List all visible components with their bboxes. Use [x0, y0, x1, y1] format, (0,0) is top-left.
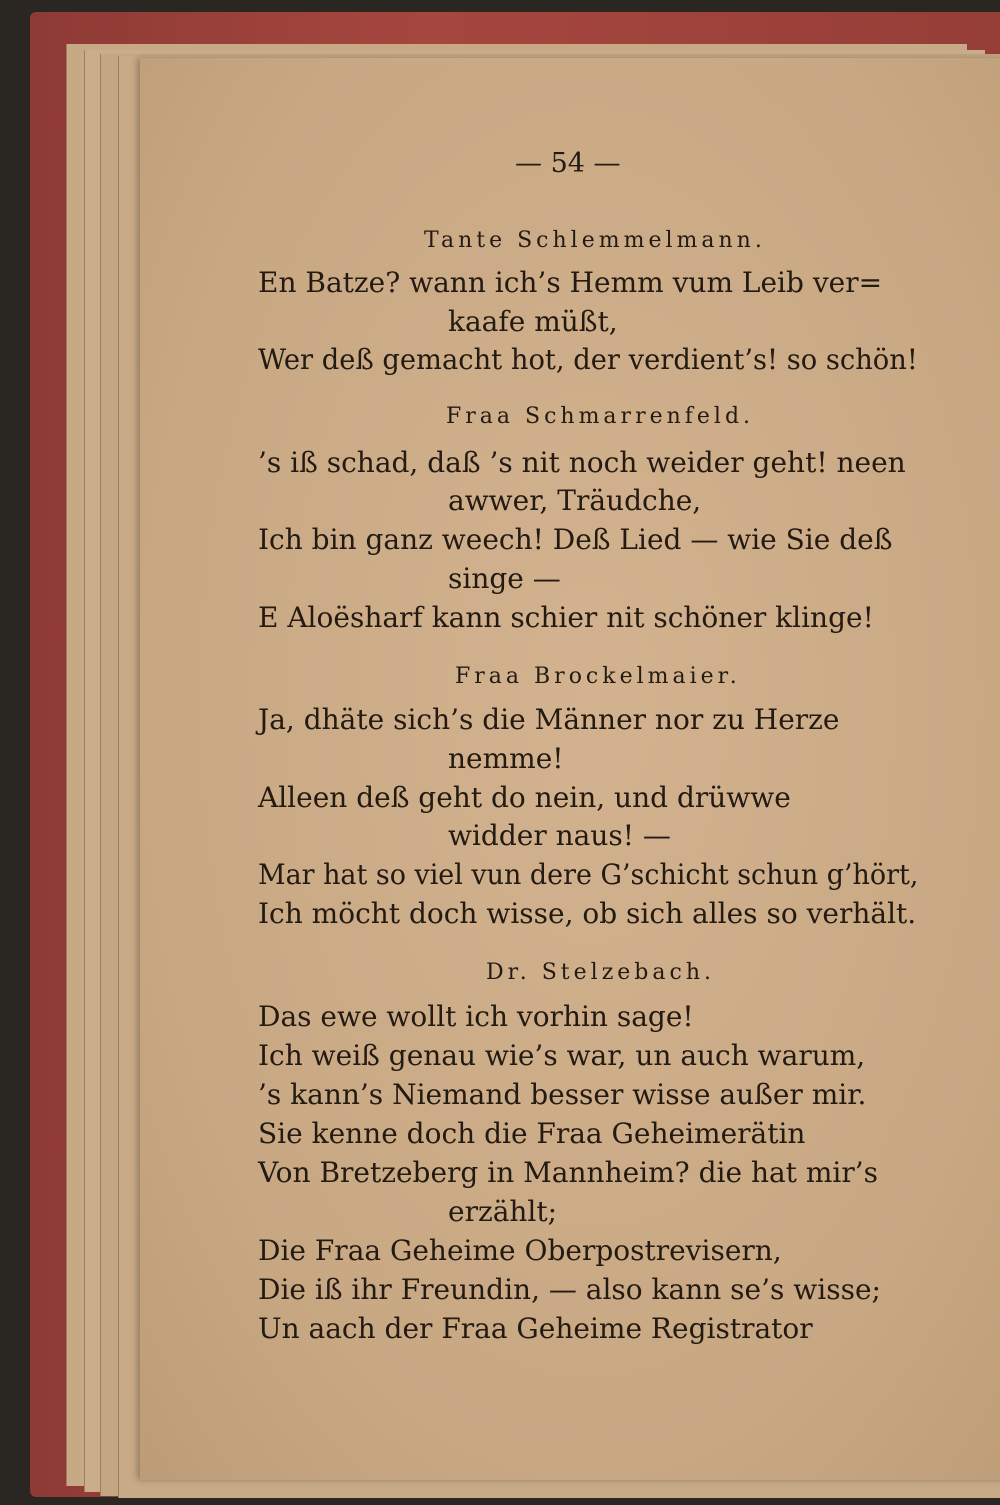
verse-line: Die Fraa Geheime Oberpostrevisern, [258, 1234, 782, 1267]
page-number: — 54 — [515, 148, 621, 179]
verse-line: Von Bretzeberg in Mannheim? die hat mir’s [258, 1156, 878, 1189]
verse-line: Sie kenne doch die Fraa Geheimerätin [258, 1117, 806, 1150]
verse-line: widder naus! — [448, 819, 671, 852]
verse-line: Alleen deß geht do nein, und drüwwe [258, 781, 791, 814]
verse-line: awwer, Träudche, [448, 484, 702, 517]
speaker-name: Tante Schlemmelmann. [424, 228, 766, 253]
verse-line: Ich bin ganz weech! Deß Lied — wie Sie deß [258, 523, 893, 556]
verse-line: E Aloësharf kann schier nit schöner klinge! [258, 601, 874, 634]
speaker-name: Fraa Brockelmaier. [455, 664, 741, 689]
verse-line: Das ewe wollt ich vorhin sage! [258, 1000, 694, 1033]
verse-line: Ich möcht doch wisse, ob sich alles so verhält. [258, 897, 917, 930]
verse-line: Mar hat so viel vun dere G’schicht schun g’hört, [258, 858, 919, 891]
verse-line: nemme! [448, 742, 564, 775]
verse-line: Un aach der Fraa Geheime Registrator [258, 1312, 813, 1345]
verse-line: Ja, dhäte sich’s die Männer nor zu Herze [258, 703, 840, 736]
verse-line: Ich weiß genau wie’s war, un auch warum, [258, 1039, 866, 1072]
verse-line: singe — [448, 562, 561, 595]
verse-line: Wer deß gemacht hot, der verdient’s! so schön! [258, 343, 918, 376]
verse-line: ’s iß schad, daß ’s nit noch weider geht! neen [258, 446, 906, 479]
verse-line: Die iß ihr Freundin, — also kann se’s wisse; [258, 1273, 881, 1306]
verse-line: erzählt; [448, 1195, 558, 1228]
verse-line: kaafe müßt, [448, 305, 618, 338]
speaker-name: Fraa Schmarrenfeld. [446, 404, 755, 429]
verse-line: ’s kann’s Niemand besser wisse außer mir. [258, 1078, 867, 1111]
speaker-name: Dr. Stelzebach. [486, 960, 715, 985]
verse-line: En Batze? wann ich’s Hemm vum Leib ver= [258, 266, 883, 299]
